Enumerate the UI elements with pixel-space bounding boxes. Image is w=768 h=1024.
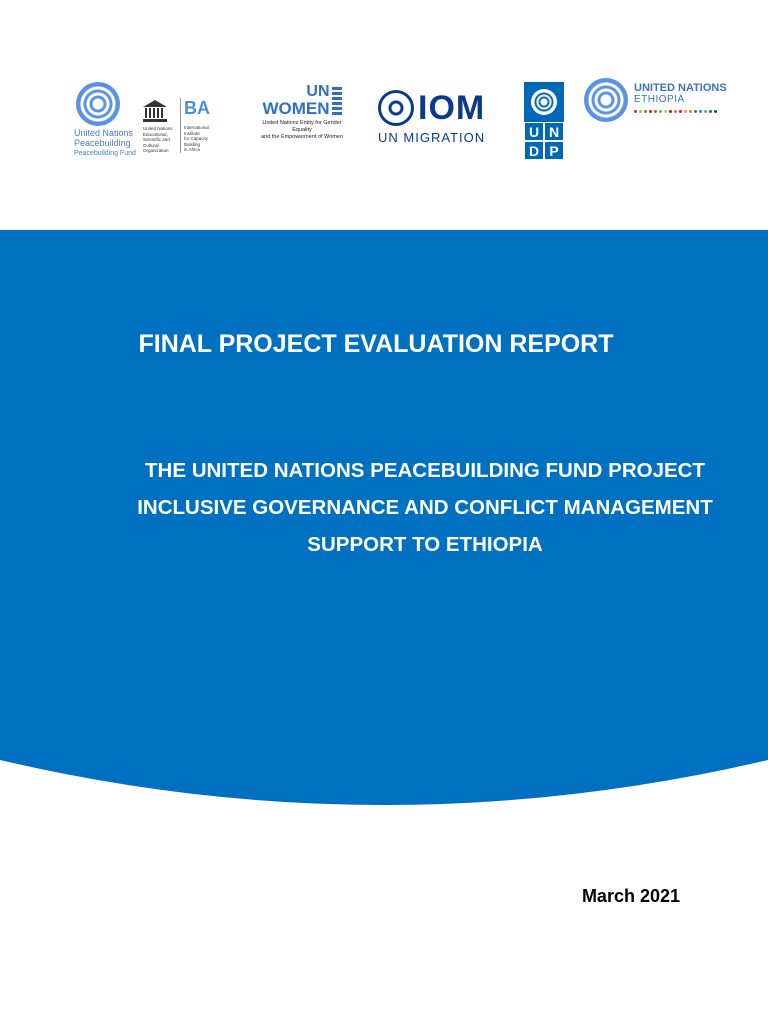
undp-letter-n: N <box>544 122 564 141</box>
sdg-dot <box>689 110 692 113</box>
un-emblem-icon <box>76 82 120 126</box>
report-title: FINAL PROJECT EVALUATION REPORT <box>138 330 614 358</box>
sdg-dot <box>684 110 687 113</box>
sdg-dot <box>634 110 637 113</box>
sdg-dot <box>664 110 667 113</box>
project-title-line2: INCLUSIVE GOVERNANCE AND CONFLICT MANAGEMENT <box>137 496 713 519</box>
pbf-name-line2: Peacebuilding <box>74 138 131 148</box>
undp-letter-d: D <box>524 141 544 160</box>
pbf-sub: Peacebuilding Fund <box>74 150 136 157</box>
sdg-dot <box>659 110 662 113</box>
iom-logo <box>378 90 485 145</box>
sdg-dot <box>649 110 652 113</box>
sdg-dot <box>699 110 702 113</box>
un-ethiopia-country: ETHIOPIA <box>634 94 685 105</box>
iom-globe-icon <box>378 90 414 126</box>
un-women-sub1: United Nations Entity for Gender Equality <box>262 120 342 133</box>
undp-letter-u: U <box>524 122 544 141</box>
report-date: March 2021 <box>581 886 680 906</box>
sdg-dot <box>674 110 677 113</box>
iom-sub: UN MIGRATION <box>378 130 486 145</box>
project-title-line1: THE UNITED NATIONS PEACEBUILDING FUND PROJECT <box>145 459 705 482</box>
sdg-dot <box>704 110 707 113</box>
sdg-color-dots <box>634 110 727 113</box>
sdg-dot <box>654 110 657 113</box>
iicba-logo <box>180 98 220 153</box>
pbf-name-line1: United Nations <box>74 128 134 138</box>
undp-letter-p: P <box>544 141 564 160</box>
un-women-symbol-icon <box>332 87 342 117</box>
sdg-dot <box>679 110 682 113</box>
sdg-dot <box>709 110 712 113</box>
un-women-top: UN <box>306 83 330 100</box>
un-women-logo <box>254 84 350 141</box>
iicba-mark: BA <box>184 98 210 118</box>
un-peacebuilding-logo <box>74 82 136 157</box>
project-title-line3: SUPPORT TO ETHIOPIA <box>307 533 543 556</box>
unesco-line1: United Nations <box>143 126 173 131</box>
iicba-line2: for Capacity Building <box>184 136 209 147</box>
sdg-dot <box>714 110 717 113</box>
unesco-line3: Cultural Organization <box>143 142 169 153</box>
banner-curve <box>0 740 768 810</box>
un-ethiopia-logo <box>584 78 727 122</box>
un-women-bottom: WOMEN <box>262 99 330 118</box>
sdg-dot <box>694 110 697 113</box>
sdg-dot <box>639 110 642 113</box>
unesco-line2: Educational, Scientific and <box>143 131 170 142</box>
un-women-sub2: and the Empowerment of Women <box>261 134 343 140</box>
un-ethiopia-name: UNITED NATIONS <box>634 82 727 94</box>
undp-emblem-icon <box>531 89 557 115</box>
undp-logo <box>524 82 564 160</box>
partner-logos <box>0 0 768 200</box>
sdg-dot <box>669 110 672 113</box>
un-ethiopia-emblem-icon <box>584 78 628 122</box>
iom-name: IOM <box>418 89 486 127</box>
unesco-temple-icon <box>143 100 167 122</box>
sdg-dot <box>644 110 647 113</box>
unesco-logo <box>143 100 177 154</box>
project-title <box>92 452 758 563</box>
iicba-line3: in Africa <box>184 147 201 152</box>
iicba-line1: International Institute <box>184 125 209 136</box>
